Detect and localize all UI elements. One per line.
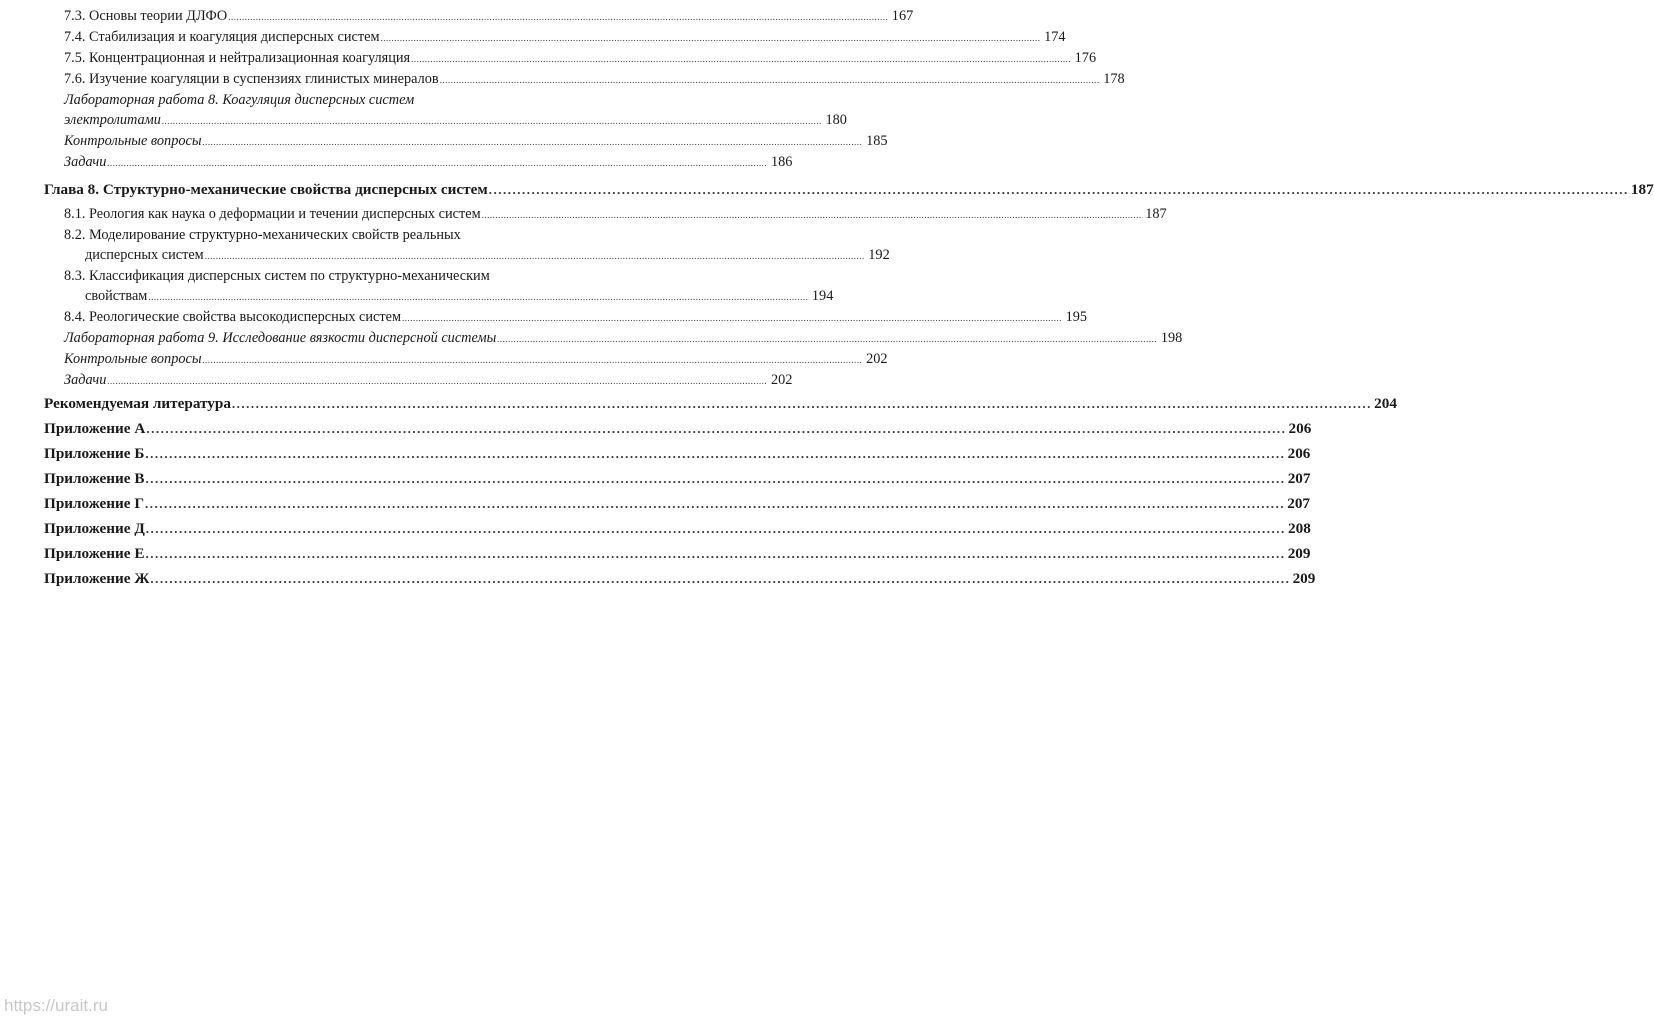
toc-entry-title-line2: дисперсных систем: [85, 247, 204, 263]
toc-entry-title-line2: свойствам: [85, 288, 148, 304]
toc-page-number: 202: [770, 372, 793, 388]
toc-appendix-e[interactable]: [44, 541, 1311, 566]
toc-entry-title: 8.1. Реология как наука о деформации и течении дисперсных систем: [64, 206, 481, 222]
toc-page-number: 180: [825, 112, 847, 128]
dot-leader: ................................................................................................................................................................................................................................................: [231, 396, 1372, 411]
toc-entry-title-line1: Лабораторная работа 8. Коагуляция дисперсных систем: [64, 92, 415, 108]
dot-leader: ................................................................................................................................................................................................................................................: [497, 334, 1158, 344]
dot-leader: ................................................................................................................................................................................................................................................: [402, 313, 1063, 323]
toc-entry-title: Контрольные вопросы: [64, 351, 202, 367]
dot-leader: ................................................................................................................................................................................................................................................: [411, 54, 1072, 64]
toc-entry-tasks-8[interactable]: [44, 370, 793, 391]
toc-page-number: 192: [868, 247, 890, 263]
table-of-contents: [44, 6, 1654, 591]
toc-entry-7-3[interactable]: [44, 6, 914, 27]
toc-entry-8-2[interactable]: [44, 225, 890, 266]
toc-entry-title: 7.5. Концентрационная и нейтрализационная коагуляция: [64, 50, 411, 66]
toc-chapter-title: Приложение Г: [44, 495, 145, 512]
toc-page-number: 209: [1292, 570, 1316, 587]
toc-appendix-b[interactable]: [44, 441, 1311, 466]
toc-entry-questions-8[interactable]: [44, 349, 888, 370]
dot-leader: ................................................................................................................................................................................................................................................: [148, 292, 809, 302]
toc-entry-title-line1: 8.2. Моделирование структурно-механических свойств реальных: [64, 227, 461, 243]
toc-page-number: 176: [1074, 50, 1097, 66]
dot-leader: ................................................................................................................................................................................................................................................: [488, 182, 1629, 197]
toc-entry-title: 7.3. Основы теории ДЛФО: [64, 8, 228, 24]
toc-entry-title: 8.4. Реологические свойства высокодисперсных систем: [64, 309, 402, 325]
toc-page-number: 208: [1288, 520, 1311, 537]
dot-leader: ................................................................................................................................................................................................................................................: [107, 376, 768, 386]
toc-entry-questions-7[interactable]: [44, 131, 888, 152]
toc-appendix-v[interactable]: [44, 466, 1311, 491]
watermark-url[interactable]: https://urait.ru: [4, 996, 108, 1015]
dot-leader: ................................................................................................................................................................................................................................................: [202, 137, 863, 147]
toc-chapter-title: Приложение В: [44, 470, 145, 487]
toc-entry-title: 7.4. Стабилизация и коагуляция дисперсных систем: [64, 29, 380, 45]
toc-entry-title: Лабораторная работа 9. Исследование вязкости дисперсной системы: [64, 330, 497, 346]
toc-page-number: 209: [1287, 545, 1311, 562]
toc-literature[interactable]: [44, 391, 1397, 416]
dot-leader: ................................................................................................................................................................................................................................................: [380, 33, 1041, 43]
toc-chapter-title: Приложение А: [44, 420, 146, 437]
toc-entry-title: Задачи: [64, 372, 107, 388]
toc-entry-title: 7.6. Изучение коагуляции в суспензиях глинистых минералов: [64, 71, 439, 87]
toc-chapter-title: Глава 8. Структурно-механические свойства дисперсных систем: [44, 181, 488, 198]
toc-entry-7-6[interactable]: [44, 69, 1125, 90]
toc-page-number: 206: [1288, 420, 1312, 437]
toc-entry-tasks-7[interactable]: [44, 152, 793, 173]
dot-leader: ................................................................................................................................................................................................................................................: [481, 210, 1142, 220]
dot-leader: ................................................................................................................................................................................................................................................: [145, 496, 1286, 511]
toc-page-number: 178: [1103, 71, 1125, 87]
dot-leader: ................................................................................................................................................................................................................................................: [107, 158, 768, 168]
toc-entry-8-4[interactable]: [44, 307, 1088, 328]
toc-entry-title-line1: 8.3. Классификация дисперсных систем по структурно-механическим: [64, 268, 490, 284]
toc-page-number: 185: [866, 133, 888, 149]
toc-page-number: 194: [811, 288, 834, 304]
dot-leader: ................................................................................................................................................................................................................................................: [204, 251, 865, 261]
toc-entry-7-4[interactable]: [44, 27, 1066, 48]
toc-chapter-title: Рекомендуемая литература: [44, 395, 231, 412]
toc-page-number: 207: [1287, 495, 1311, 512]
toc-chapter-8[interactable]: [44, 177, 1654, 202]
toc-page-number: 186: [770, 154, 793, 170]
dot-leader: ................................................................................................................................................................................................................................................: [145, 546, 1286, 561]
toc-appendix-zh[interactable]: [44, 566, 1316, 591]
dot-leader: ................................................................................................................................................................................................................................................: [228, 12, 889, 22]
toc-chapter-title: Приложение Д: [44, 520, 145, 537]
dot-leader: ................................................................................................................................................................................................................................................: [150, 571, 1291, 586]
toc-entry-lab-9[interactable]: [44, 328, 1183, 349]
dot-leader: ................................................................................................................................................................................................................................................: [202, 355, 863, 365]
toc-chapter-title: Приложение Ж: [44, 570, 150, 587]
toc-page-number: 198: [1160, 330, 1183, 346]
toc-page-number: 174: [1044, 29, 1066, 45]
toc-entry-7-5[interactable]: [44, 48, 1097, 69]
toc-page-number: 187: [1630, 181, 1654, 198]
dot-leader: ................................................................................................................................................................................................................................................: [145, 471, 1286, 486]
toc-entry-8-1[interactable]: [44, 204, 1167, 225]
toc-page-number: 187: [1145, 206, 1167, 222]
toc-entry-lab-8[interactable]: [44, 90, 847, 131]
toc-page-number: 207: [1287, 470, 1311, 487]
toc-page-number: 167: [891, 8, 914, 24]
toc-chapter-title: Приложение Е: [44, 545, 145, 562]
dot-leader: ................................................................................................................................................................................................................................................: [161, 116, 822, 126]
toc-entry-8-3[interactable]: [44, 266, 834, 307]
toc-page-number: 204: [1374, 395, 1397, 412]
toc-appendix-d[interactable]: [44, 516, 1311, 541]
toc-appendix-a[interactable]: [44, 416, 1312, 441]
dot-leader: ................................................................................................................................................................................................................................................: [146, 421, 1287, 436]
toc-page-number: 202: [866, 351, 888, 367]
dot-leader: ................................................................................................................................................................................................................................................: [439, 75, 1100, 85]
toc-page-number: 195: [1065, 309, 1088, 325]
toc-entry-title: Задачи: [64, 154, 107, 170]
toc-entry-title-line2: электролитами: [64, 112, 161, 128]
toc-chapter-title: Приложение Б: [44, 445, 145, 462]
toc-entry-title: Контрольные вопросы: [64, 133, 202, 149]
dot-leader: ................................................................................................................................................................................................................................................: [145, 446, 1286, 461]
dot-leader: ................................................................................................................................................................................................................................................: [145, 521, 1286, 536]
toc-appendix-g[interactable]: [44, 491, 1311, 516]
toc-page-number: 206: [1287, 445, 1311, 462]
